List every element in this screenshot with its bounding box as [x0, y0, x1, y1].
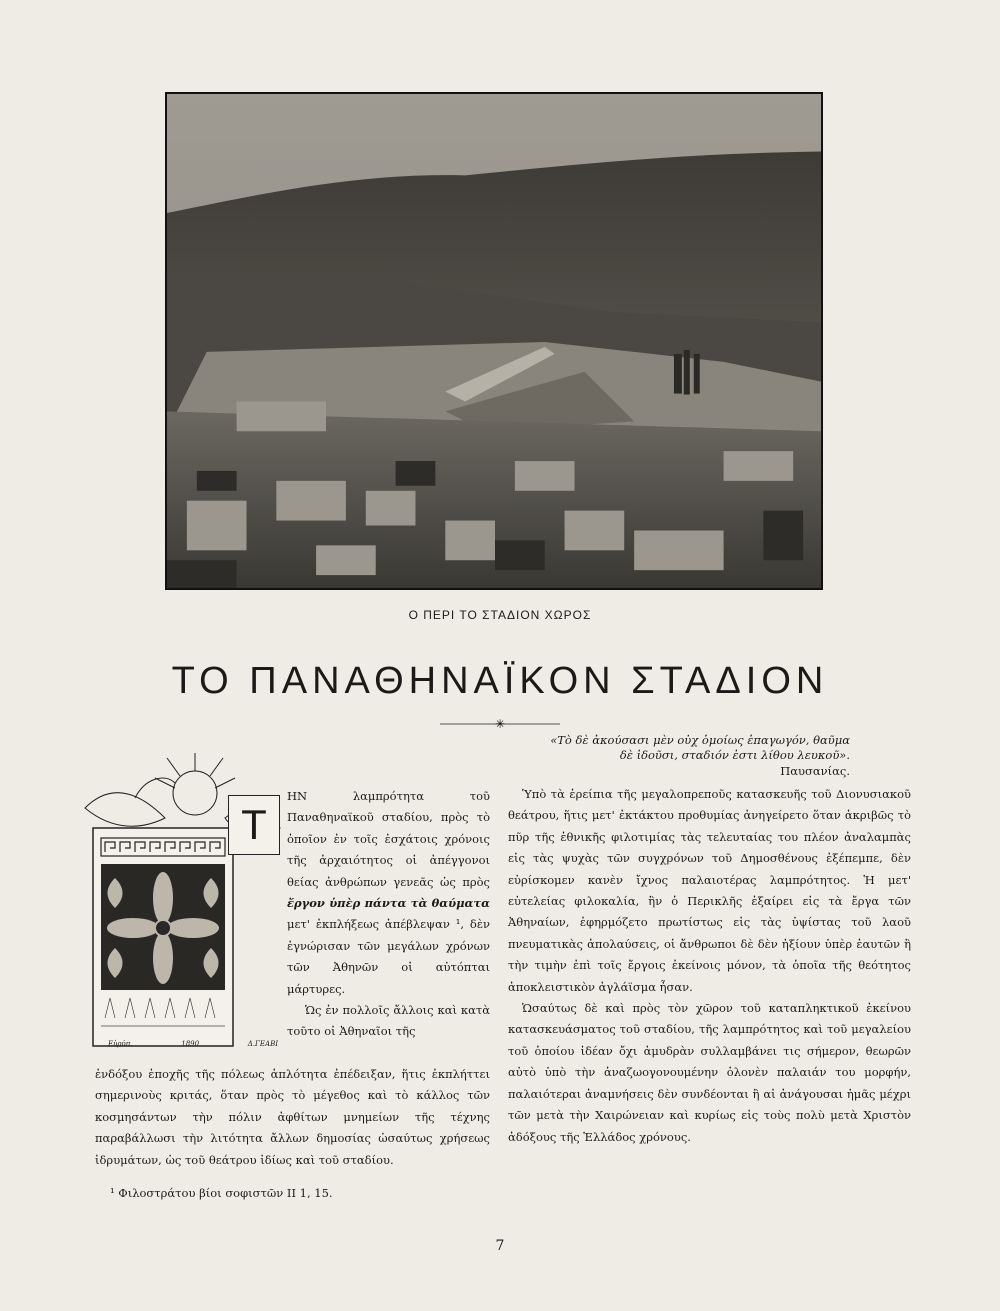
text-run: ΗΝ λαμπρότητα τοῦ Παναθηναϊκοῦ σταδίου, πρὸς τὸ ὁποῖον ἐν τοῖς ἐσχάτοις χρόνοις τῆς ἀρχαιότητος οἱ ἀπέγγονοι θείας ἀνθρώπων γενεᾶς ὡς πρὸς	[287, 789, 490, 889]
left-column-bottom	[95, 1064, 490, 1171]
paragraph: Ὡσαύτως δὲ καὶ πρὸς τὸν χῶρον τοῦ καταπληκτικοῦ ἐκείνου κατασκευάσματος τοῦ σταδίου, τῆς λαμπρότητος καὶ τοῦ μεγαλείου τοῦ ὁποίου ἰδέαν ὄχι ἀμυδρὰν συλλαμβάνει τις σήμερον, θεωρῶν αὐτὸ ὑπὸ τὴν ἀναζωογονουμένην ὁλονὲν παλαιάν του μορφήν, παλαιότεραι ἀναμνήσεις δὲν συνδέονται ἢ αἱ ἀνάγουσαι ἡμᾶς μέχρι τῶν μετὰ τὴν Χαιρώνειαν καὶ κυρίως εἰς τοὺς πολὺ μετὰ Χριστὸν ἀδόξους τῆς Ἑλλάδος χρόνους.	[508, 1001, 911, 1144]
drop-cap: Τ	[228, 795, 280, 855]
paragraph: Ὡς ἐν πολλοῖς ἄλλοις καὶ κατὰ τοῦτο οἱ Ἀθηναῖοι τῆς	[287, 1003, 490, 1039]
photo-caption: Ο ΠΕΡΙ ΤΟ ΣΤΑΔΙΟΝ ΧΩΡΟΣ	[408, 608, 592, 622]
signature-right: Δ.ΓΕΑΒΙ	[247, 1040, 278, 1048]
photograph-stadium-area	[165, 92, 823, 590]
page-number: 7	[495, 1238, 505, 1254]
text-run: μετ' ἐκπλήξεως ἀπέβλεψαν ¹, δὲν ἐγνώρισαν τῶν μεγάλων χρόνων τῶν Ἀθηνῶν οἱ αὐτόπται μάρτυρες.	[287, 917, 490, 996]
title-ornament	[440, 718, 560, 730]
signature-left: Εὐρύπ.	[108, 1040, 133, 1048]
artist-signature	[108, 1040, 278, 1048]
epigraph	[520, 733, 850, 779]
emphasis-text: ἔργον ὑπὲρ πάντα τὰ θαύματα	[287, 896, 490, 911]
footnote: ¹ Φιλοστράτου βίοι σοφιστῶν ΙΙ 1, 15.	[110, 1186, 333, 1200]
landscape-photo	[167, 94, 821, 588]
thistle-icon	[173, 771, 217, 815]
epigraph-line: δὲ ἰδοῦσι, σταδιόν ἐστι λίθου λευκοῦ».	[619, 748, 850, 762]
epigraph-line: «Τὸ δὲ ἀκούσασι μὲν οὐχ ὁμοίως ἐπαγωγόν, θαῦμα	[550, 733, 850, 747]
signature-year: 1890	[181, 1040, 200, 1048]
svg-text:✳: ✳	[494, 718, 506, 730]
right-column	[508, 784, 911, 1148]
article-title: ΤΟ ΠΑΝΑΘΗΝΑΪΚΟΝ ΣΤΑΔΙΟΝ	[171, 660, 829, 702]
left-column-top	[287, 786, 490, 1043]
paragraph: Ὑπὸ τὰ ἐρείπια τῆς μεγαλοπρεποῦς κατασκευῆς τοῦ Διονυσιακοῦ θεάτρου, ἥτις μετ' ἐκτάκτου προθυμίας ἀνηγείρετο ὅταν ἀκριβῶς τὸ πῦρ τῆς ἐθνικῆς φιλοτιμίας τὰς τελευταίας του πλέον ἀναλαμπὰς εἰς τὰς ψυχὰς τῶν συγχρόνων τοῦ Δημοσθένους ἐξέπεμπε, δὲν εὑρίσκομεν κανὲν ἴχνος παλαιοτέρας λαμπρότητος. Ἡ μετ' εὐτελείας φιλοκαλία, ἣν ὁ Περικλῆς ἐξαίρει εἰς τὰ ἔργα τῶν Ἀθηναίων, ἐφηρμόζετο πρωτίστως εἰς τὰς ὑψίστας τοῦ λαοῦ πνευματικὰς ἀπολαύσεις, οἱ ἄνθρωποι δὲ δὲν ἠξίουν ὑπὲρ ἑαυτῶν ἢ τὴν τιμὴν ἐπὶ τοῖς ἔργοις ἐκείνοις μόνον, τὰ ὁποῖα τῆς θεότητος ἀποκλειστικὸν ἀγλάϊσμα ἦσαν.	[508, 787, 911, 994]
epigraph-source: Παυσανίας.	[780, 764, 850, 778]
paragraph	[287, 786, 490, 1000]
paragraph: ἐνδόξου ἐποχῆς τῆς πόλεως ἁπλότητα ἐπέδειξαν, ἥτις ἐκπλήττει σημερινοὺς κριτάς, ὅταν πρὸς τὸ μέγεθος καὶ τὸ κάλλος τῶν κοσμησάντων τὴν πόλιν ἀφθίτων μνημείων τῆς τέχνης παραβάλλωσι τὴν λιτότητα ἄλλων δημοσίας ὠσαύτως χρήσεως ἱδρυμάτων, ὡς τοῦ θεάτρου ἰδίως καὶ τοῦ σταδίου.	[95, 1067, 490, 1167]
leaf-icon	[85, 793, 165, 826]
